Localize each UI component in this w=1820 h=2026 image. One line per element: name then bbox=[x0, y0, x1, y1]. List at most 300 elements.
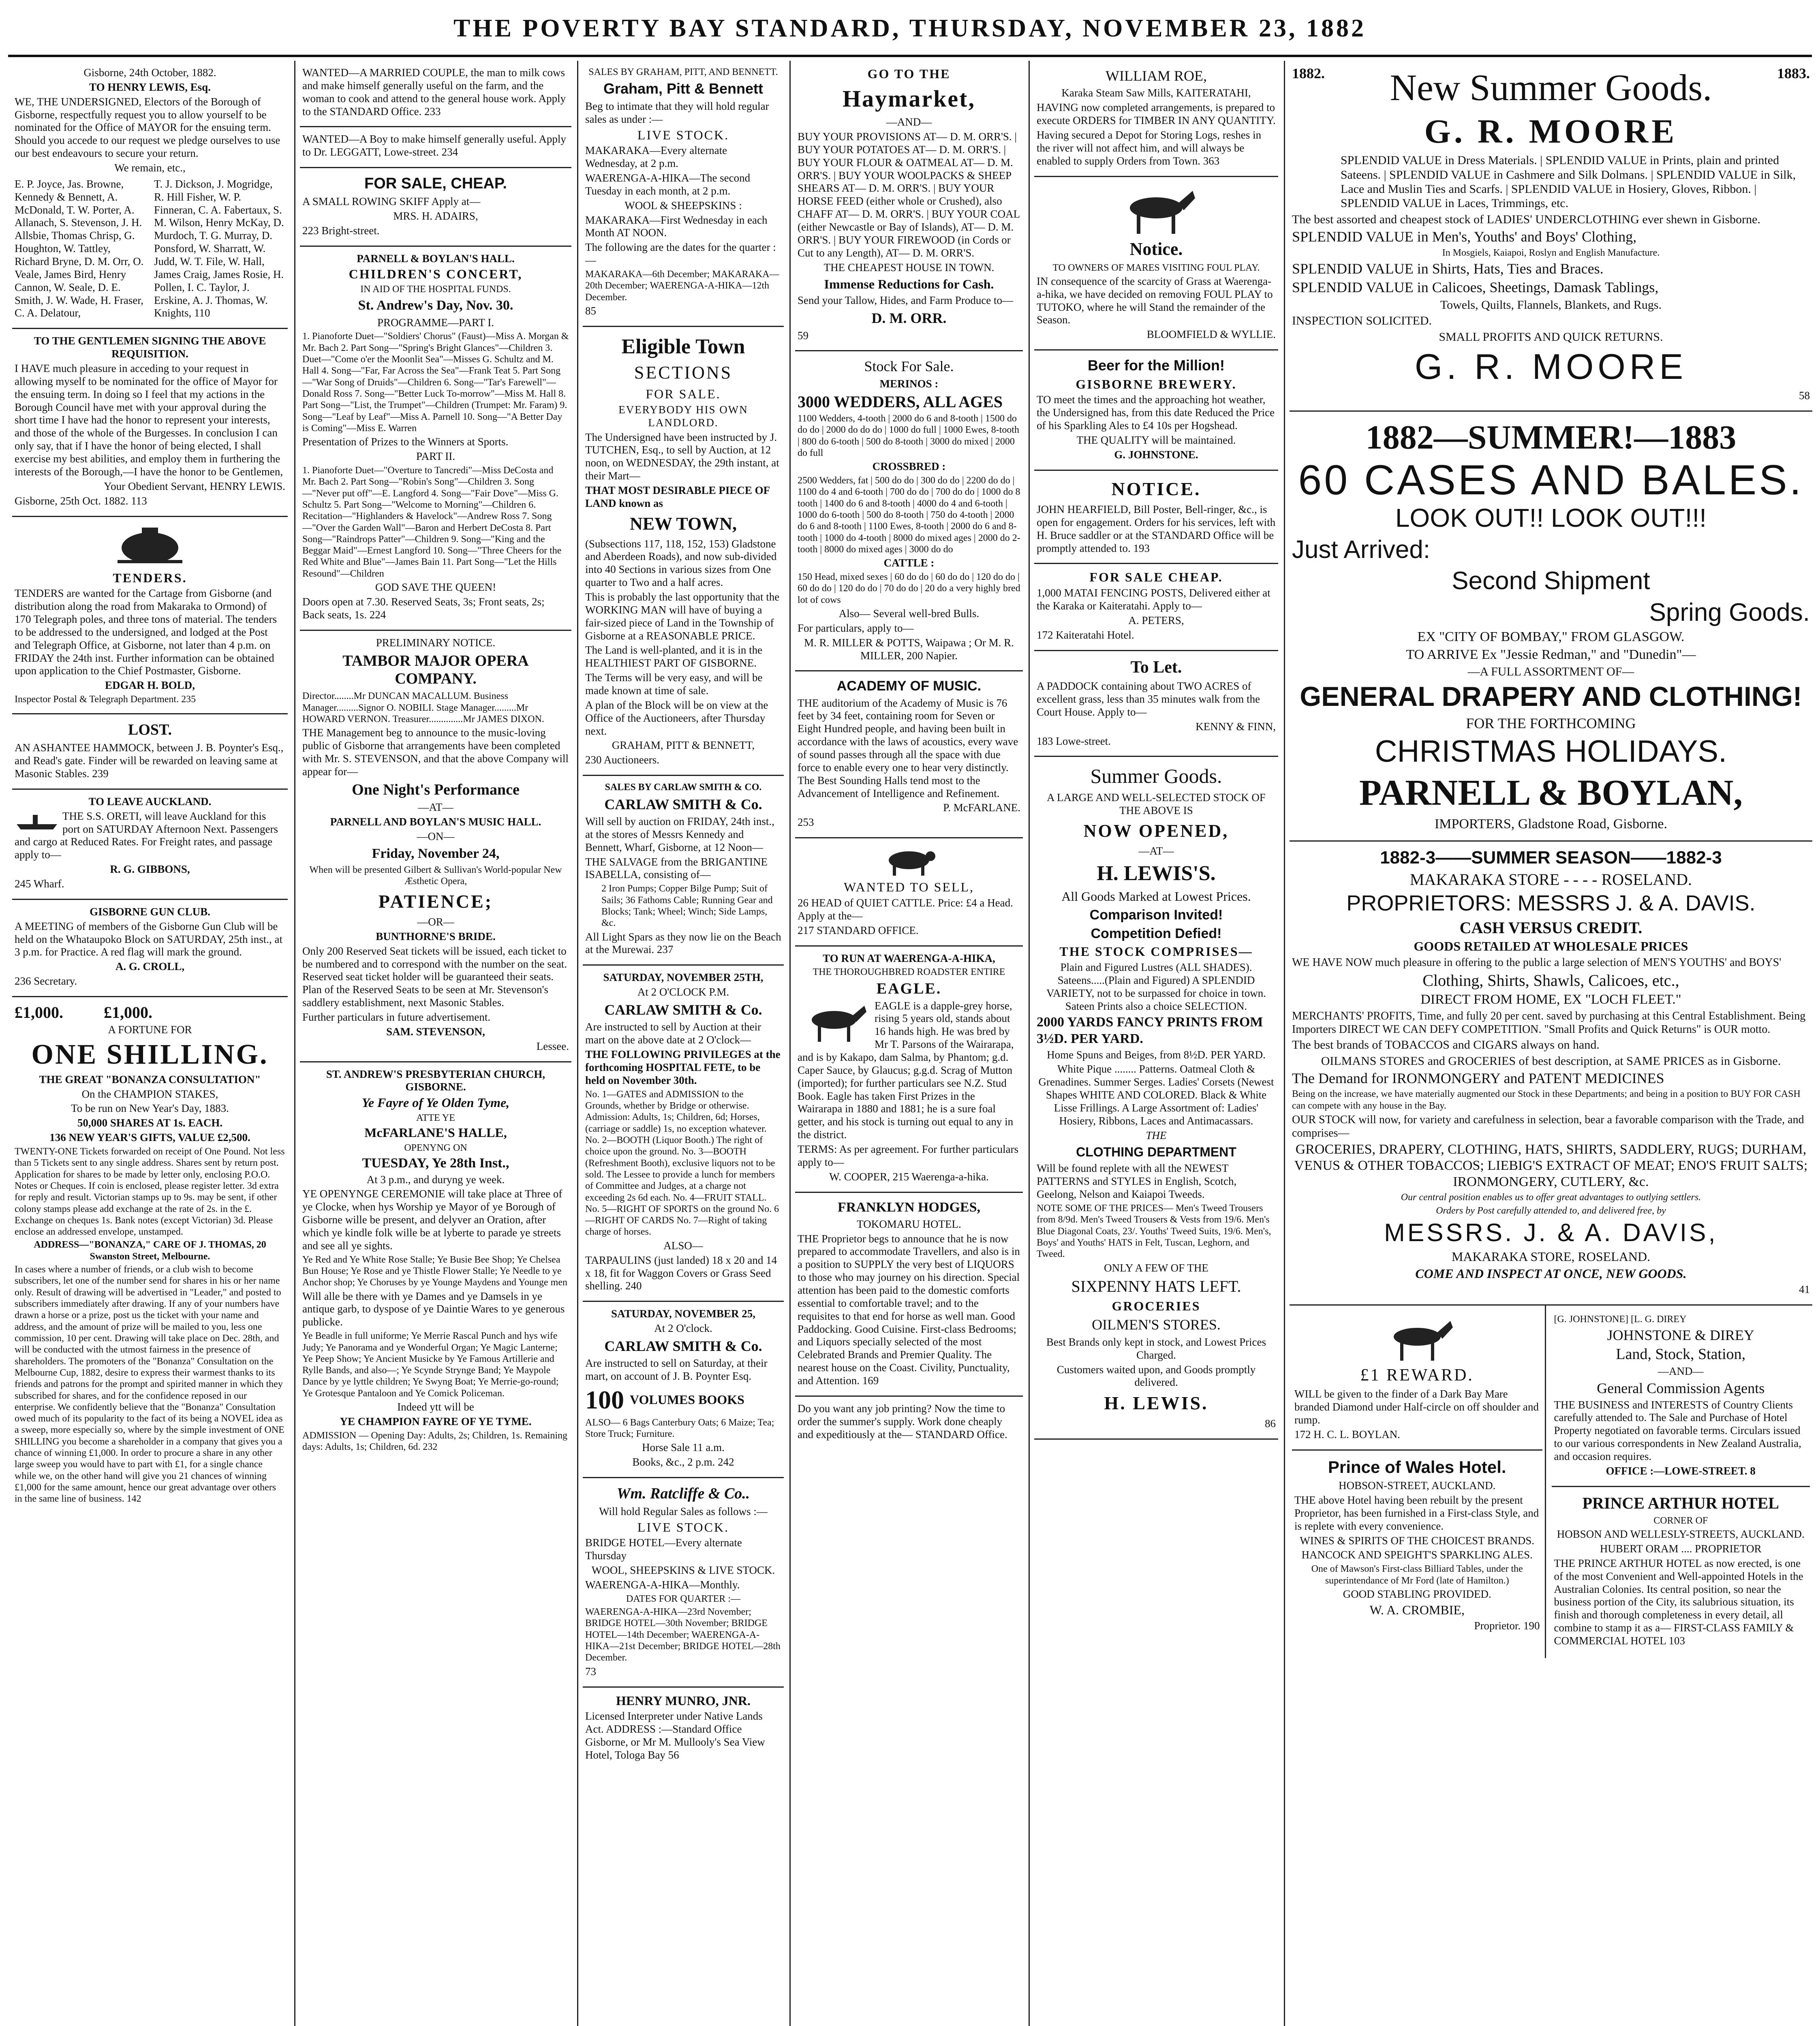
academy-heading: ACADEMY OF MUSIC. bbox=[836, 678, 982, 694]
sv-3: SPLENDID VALUE in Calicoes, Sheetings, Damask Tablings, bbox=[1292, 279, 1659, 296]
opera-date: Friday, November 24, bbox=[372, 846, 500, 861]
sg-heading: Summer Goods. bbox=[1090, 765, 1222, 788]
tenders-ad bbox=[12, 517, 288, 715]
ratcliffe-ad bbox=[583, 1478, 784, 1688]
column-divider bbox=[1284, 61, 1285, 2026]
royal-crest-icon bbox=[109, 524, 190, 568]
carlaw-smith-ad-3 bbox=[583, 1302, 784, 1478]
church-items: Ye Red and Ye White Rose Stalle; Ye Busie Bee Shop; Ye Chelsea Bun House; Ye Rose and ye Thistle Flower Stalle; Ye Needle to ye Anchor shop; Ye Choruses by ye Younge Maydens and Younge men bbox=[302, 1254, 567, 1288]
gun-number: 236 Secretary. bbox=[15, 975, 77, 987]
lost-heading: LOST. bbox=[128, 721, 172, 739]
hay-reductions: Immense Reductions for Cash. bbox=[824, 276, 994, 291]
nsg-heading: New Summer Goods. bbox=[1390, 67, 1712, 109]
church-date: TUESDAY, Ye 28th Inst., bbox=[362, 1156, 509, 1171]
beer-quality: THE QUALITY will be maintained. bbox=[1076, 434, 1236, 446]
notice-signature: BLOOMFIELD & WYLLIE. bbox=[1146, 328, 1276, 341]
groc-signature: H. LEWIS. bbox=[1104, 1393, 1208, 1414]
roe-ad bbox=[1034, 61, 1278, 177]
cloth-body: Will be found replete with all the NEWEST PATTERNS and STYLES in English, Scotch, Geelong, Nelson and Kaiapoi Tweeds. bbox=[1037, 1162, 1237, 1201]
academy-body: THE auditorium of the Academy of Music is 76 feet by 34 feet, containing room for Seven or Eight Hundred people, and having been built in accordance with the laws of acoustics, every wave of sound passes through all the space with due force to enable every one to hear very distinctly. The Best Sounding Halls tend most to the Advancement of Intelligence and Refinement. bbox=[798, 697, 1018, 799]
childrens-concert-ad bbox=[300, 247, 571, 631]
mayor-requisition-ad bbox=[12, 61, 288, 329]
tenders-body: TENDERS are wanted for the Cartage from Gisborne (and distribution along the road from Makaraka to Ormond) of 170 Telegraph poles, and three tons of material. The tenders to be addressed to the undersigned, and lodged at the Post and Telegraph Office, at Gisborne, not later than 4 p.m. on FRIDAY the 24th inst. Further information can be obtained upon application to the Chief Postmaster, Gisborne. bbox=[15, 587, 277, 677]
hay-name: Haymarket, bbox=[843, 85, 975, 112]
crossbred-heading: CROSSBRED : bbox=[872, 460, 946, 473]
gp-intro: Beg to intimate that they will hold regular sales as under :— bbox=[585, 100, 769, 125]
roe-body: HAVING now completed arrangements, is prepared to execute ORDERS for TIMBER IN ANY QUANTITY. bbox=[1037, 101, 1276, 127]
sv-3-sub: Towels, Quilts, Flannels, Blankets, and Rugs. bbox=[1440, 298, 1662, 312]
bombay: EX "CITY OF BOMBAY," FROM GLASGOW. bbox=[1417, 629, 1685, 644]
skiff-signature: MRS. H. ADAIRS, bbox=[393, 209, 478, 222]
hodges-sub: TOKOMARU HOTEL. bbox=[857, 1218, 961, 1230]
pw-wines: WINES & SPIRITS OF THE CHOICEST BRANDS. bbox=[1300, 1534, 1535, 1547]
fsc-number: 172 Kaiteratahi Hotel. bbox=[1037, 628, 1134, 641]
opera-seats: Only 200 Reserved Seat tickets will be issued, each ticket to be numbered and to correspond with the number on the seat. Reserved seat ticket holder will be guaranteed their seats. Plan of the Reserved Seats to be seen at Mr. Stevenson's saddlery establishment, next Masonic Stables. bbox=[302, 945, 567, 1009]
cloth-note: NOTE SOME OF THE PRICES— Men's Tweed Trousers from 8/9d. Men's Tweed Trousers & Vests from 19/6. Men's Blue Diagonal Coats, 23/. Youths' Tweed Suits, 19/6. Men's, Boys' and Youths' HATS in Felt, Tuscan, Leghorn, and Tweed. bbox=[1037, 1203, 1271, 1260]
drapery-heading: GENERAL DRAPERY AND CLOTHING! bbox=[1300, 681, 1802, 712]
groc-number: 86 bbox=[1265, 1417, 1276, 1430]
moore-ad bbox=[1290, 61, 1812, 412]
davis-name: MESSRS. J. & A. DAVIS, bbox=[1384, 1219, 1718, 1247]
auckland-number: 245 Wharf. bbox=[15, 878, 64, 890]
cs2-privileges: THE FOLLOWING PRIVILEGES at the forthcoming HOSPITAL FETE, to be held on November 30th. bbox=[585, 1048, 781, 1086]
haymarket-ad bbox=[795, 61, 1023, 351]
cs3-volumes-row bbox=[585, 1385, 781, 1415]
eagle-ad bbox=[795, 947, 1023, 1193]
season-heading: 1882-3——SUMMER SEASON——1882-3 bbox=[1380, 848, 1722, 868]
cases-heading: 60 CASES AND BALES. bbox=[1298, 456, 1804, 504]
opera-hall: PARNELL AND BOYLAN'S MUSIC HALL. bbox=[330, 816, 541, 828]
cloth-heading: CLOTHING DEPARTMENT bbox=[1076, 1144, 1236, 1159]
munro-heading: HENRY MUNRO, JNR. bbox=[616, 1693, 751, 1708]
splendid-list: SPLENDID VALUE in Dress Materials. | SPLENDID VALUE in Prints, plain and printed Sateens. | SPLENDID VALUE in Cashmere and Silk Dolmans. | SPLENDID VALUE in Silk, Lace and Muslin Ties and Scarfs. | SPLENDID VALUE in Hosiery, Gloves, Ribbon. | SPLENDID VALUE in Laces, Trimmings, etc. bbox=[1341, 154, 1796, 210]
merinos-heading: MERINOS : bbox=[879, 377, 939, 390]
roe-mill: Karaka Steam Saw Mills, KAITERATAHI, bbox=[1061, 87, 1251, 99]
sg-comparison: Comparison Invited! bbox=[1089, 907, 1223, 923]
second-shipment: Second Shipment bbox=[1452, 567, 1650, 595]
tenders-title: Inspector Postal & Telegraph Department. 235 bbox=[15, 694, 196, 705]
town-well: The Land is well-planted, and it is in the HEALTHIEST PART OF GISBORNE. bbox=[585, 644, 763, 669]
sv-2: SPLENDID VALUE in Shirts, Hats, Ties and Braces. bbox=[1292, 260, 1604, 277]
davis-number: 41 bbox=[1799, 1283, 1810, 1295]
tenders-signature: EDGAR H. BOLD, bbox=[105, 679, 195, 692]
year-right: 1883. bbox=[1777, 65, 1810, 81]
skiff-sale-ad bbox=[300, 168, 571, 246]
leave-auckland-ad bbox=[12, 790, 288, 900]
cattle-wanted-ad bbox=[795, 838, 1023, 946]
merinos-rows: 1100 Wedders, 4-tooth | 2000 do 6 and 8-tooth | 1500 do do do | 2000 do do do | 1000 do full | 1000 Ewes, 8-tooth | 800 do 6-tooth | 500 do 8-tooth | 3000 do mixed | 2000 do full bbox=[798, 413, 1020, 458]
pa-corner: CORNER OF bbox=[1653, 1515, 1708, 1526]
brewery-ad bbox=[1034, 350, 1278, 471]
gun-body: A MEETING of members of the Gisborne Gun Club will be held on the Whataupoko Block on SATURDAY, 25th inst., at 3 p.m. for Practice. A red flag will mark the ground. bbox=[15, 920, 282, 958]
moore-best: The best assorted and cheapest stock of LADIES' UNDERCLOTHING ever shewn in Gisborne. bbox=[1292, 212, 1760, 226]
sg-open: NOW OPENED, bbox=[1083, 821, 1229, 841]
notice-body: IN consequence of the scarcity of Grass at Waerenga-a-hika, we have decided on removing FOUL PLAY to TUTOKO, where he will Stand the remainder of the Season. bbox=[1037, 275, 1273, 326]
town-more: This is probably the last opportunity that the WORKING MAN will have of buying a fair-sized piece of Land in the Township of Gisborne at a REASONABLE PRICE. bbox=[585, 591, 780, 642]
fencing-posts-ad bbox=[1034, 564, 1278, 651]
sg-defied: Competition Defied! bbox=[1091, 926, 1222, 942]
town-every: EVERYBODY HIS OWN LANDLORD. bbox=[618, 403, 748, 429]
hay-cheap: THE CHEAPEST HOUSE IN TOWN. bbox=[823, 261, 994, 274]
let-heading: To Let. bbox=[1130, 658, 1182, 677]
sat-time: At 2 O'CLOCK P.M. bbox=[637, 986, 729, 998]
gp-wool-2: The following are the dates for the quarter :— bbox=[585, 241, 776, 267]
skiff-heading: FOR SALE, CHEAP. bbox=[364, 175, 507, 192]
requisition-body: WE, THE UNDERSIGNED, Electors of the Borough of Gisborne, respectfully request you to allow yourself to be nominated for the Office of MAYOR for the ensuing term. Should you accede to our request we pledge ourselves to use our best endeavours to secure your return. bbox=[15, 95, 280, 160]
town-body: The Undersigned have been instructed by J. TUTCHEN, Esq., to sell by Auction, at 12 noon, on WEDNESDAY, the 29th instant, at their Mart— bbox=[585, 431, 779, 482]
cs-firm: CARLAW SMITH & Co. bbox=[604, 796, 762, 812]
wanted-body: 26 HEAD of QUIET CATTLE. Price: £4 a Head. Apply at the— bbox=[798, 896, 1013, 922]
hay-and: —AND— bbox=[886, 116, 932, 128]
proprietors: PROPRIETORS: MESSRS J. & A. DAVIS. bbox=[1346, 891, 1756, 916]
cs3-body: Are instructed to sell on Saturday, at their mart, on account of J. B. Poynter Esq. bbox=[585, 1357, 768, 1383]
column-divider bbox=[577, 61, 578, 2026]
carlaw-smith-ad-1 bbox=[583, 776, 784, 966]
eagle-body: EAGLE is a dapple-grey horse, rising 5 years old, stands about 16 hands high. He was bred by Mr T. Parsons of the Wairarapa, and is by Kakapo, dam Salma, by Phantom; g.d. Caper Sauce, by Glaucus; g.g.d. Scrag of Mutton (imported); for further particulars see N.Z. Stud Book. Eagle has taken First Prizes in the Wairarapa in 1880 and 1881; he is a sure foal getter, and his stock is turning out equal to any in the district. bbox=[798, 999, 1014, 1141]
programme-part1: PROGRAMME—PART I. bbox=[377, 316, 494, 329]
church-champion: YE CHAMPION FAYRE OF YE TYME. bbox=[340, 1415, 532, 1428]
prince-arthur-ad bbox=[1552, 1487, 1810, 1656]
church-atte: ATTE YE bbox=[416, 1113, 455, 1124]
opera-title: PATIENCE; bbox=[378, 891, 493, 912]
column-divider bbox=[1029, 61, 1030, 2026]
tenders-heading: TENDERS. bbox=[113, 570, 187, 585]
auckland-body: THE S.S. ORETI, will leave Auckland for this port on SATURDAY Afternoon Next. Passengers and cargo at Reduced Rates. For Freight rates, and passage apply to— bbox=[15, 810, 278, 861]
printing-ad bbox=[795, 1397, 1023, 1449]
roe-heading: WILLIAM ROE, bbox=[1106, 68, 1207, 84]
column-4 bbox=[795, 61, 1023, 2026]
opera-further: Further particulars in future advertisement. bbox=[302, 1011, 491, 1023]
just-arrived: Just Arrived: bbox=[1292, 536, 1431, 564]
town-heading: Eligible Town bbox=[621, 335, 745, 358]
fortune-shares: 50,000 SHARES AT 1s. EACH. bbox=[77, 1117, 223, 1129]
davis-tobacco: The best brands of TOBACCOS and CIGARS always on hand. bbox=[1292, 1038, 1600, 1052]
column-divider bbox=[294, 61, 295, 2026]
signatories-right: T. J. Dickson, J. Mogridge, R. Hill Fisher, W. P. Finneran, C. A. Fabertaux, S. M. Wilson, Henry McKay, D. Murdoch, T. G. Murray, D. Ponsford, W. Sharratt, W. Judd, W. T. File, W. Hall, James Craig, James Rosie, H. Pollen, I. C. Taylor, J. Erskine, A. J. Thomas, W. Knights, 110 bbox=[154, 177, 284, 319]
cattle-heading: CATTLE : bbox=[883, 557, 935, 569]
hearfield-notice-ad bbox=[1034, 471, 1278, 564]
reward-heading: £1 REWARD. bbox=[1360, 1366, 1474, 1385]
pa-proprietor: HUBERT ORAM .... PROPRIETOR bbox=[1600, 1543, 1762, 1555]
gun-club-ad bbox=[12, 900, 288, 997]
signatories-left: E. P. Joyce, Jas. Browne, Kennedy & Bennett, A. McDonald, T. W. Porter, A. Allanach, S. Stevenson, J. H. Allsbie, Thomas Chrisp, G. Houghton, W. Tattley, Richard Bryne, D. M. Orr, O. Veale, James Bird, Henry Cannon, W. Seale, D. E. Smith, J. W. Wade, H. Fraser, C. A. Delatour, bbox=[15, 177, 144, 319]
auckland-signature: R. G. GIBBONS, bbox=[110, 863, 190, 876]
fortune-address: ADDRESS—"BONANZA," CARE OF J. THOMAS, 20 Swanston Street, Melbourne. bbox=[34, 1240, 266, 1262]
masthead-rule bbox=[8, 55, 1812, 57]
parnell-boylan-ad bbox=[1290, 412, 1812, 842]
opera-or: —OR— bbox=[417, 915, 454, 928]
moore-inspection: INSPECTION SOLICITED. bbox=[1292, 314, 1432, 328]
davis-demand-body: Being on the increase, we have materially augmented our Stock in these Departments; and being in a position to BUY FOR CASH can compete with any house in the Bay. bbox=[1292, 1089, 1801, 1111]
church-halle: McFARLANE'S HALLE, bbox=[364, 1125, 507, 1140]
cs-spars: All Light Spars as they now lie on the Beach at the Murewai. 237 bbox=[585, 930, 781, 956]
davis-store: MAKARAKA STORE, ROSELAND. bbox=[1451, 1249, 1651, 1264]
makaraka-store: MAKARAKA STORE - - - - ROSELAND. bbox=[1410, 870, 1692, 889]
davis-orders: Orders by Post carefully attended to, and delivered free, by bbox=[1436, 1205, 1666, 1216]
fortune-a: A FORTUNE FOR bbox=[108, 1024, 192, 1036]
gp-wool: WOOL & SHEEPSKINS : bbox=[624, 199, 742, 212]
groc-oilmen: OILMEN'S STORES. bbox=[1092, 1316, 1221, 1333]
church-admission: ADMISSION — Opening Day: Adults, 2s; Children, 1s. Remaining days: Adults, 1s; Children, 6d. 232 bbox=[302, 1430, 567, 1453]
sg-more: White Pique ........ Patterns. Oatmeal Cloth & Grenadines. Summer Serges. Ladies' Corsets (Newest Shapes WHITE AND COLORED. Black & White Lisse Frillings. A Large Assortment of: Ladies' Hosiery, Ribbons, Laces and Antimacassars. bbox=[1038, 1063, 1274, 1127]
wanted-signature: 217 STANDARD OFFICE. bbox=[798, 924, 919, 936]
printing-text: Do you want any job printing? Now the time to order the summer's supply. Work done cheaply and expeditiously at the— STANDARD Office. bbox=[798, 1402, 1007, 1440]
fortune-body: TWENTY-ONE Tickets forwarded on receipt of One Pound. Not less than 5 Tickets sent to any single address. Shares sent by return post. Application for shares to be made by letter only, enclosing P.O.O. Notes or Cheques. If coin is enclosed, please register letter. 3d extra for reply and result. Victorian stamps up to 9s. may be sent, if other colony stamps please add exchange at the rate of 2s. in the £. Exchange on cheques 1s. Bank notes (except Victorian) 3d. Please enclose an addressed envelope, unstamped. bbox=[15, 1146, 285, 1237]
davis-we: WE HAVE NOW much pleasure in offering to the public a large selection of MEN'S YOUTHS' and BOYS' bbox=[1292, 956, 1782, 969]
cs2-tarpaulins: TARPAULINS (just landed) 18 x 20 and 14 x 18, fit for Waggon Covers or Grass Seed shelling. 240 bbox=[585, 1254, 777, 1292]
davis-ad bbox=[1290, 842, 1812, 1306]
fortune-amount: £1,000. £1,000. bbox=[15, 1003, 152, 1022]
hall-heading: PARNELL & BOYLAN'S HALL. bbox=[357, 252, 515, 265]
sg-prints: 2000 YARDS FANCY PRINTS FROM 3½D. PER YARD. bbox=[1037, 1015, 1263, 1046]
skiff-number: 223 Bright-street. bbox=[302, 224, 380, 237]
cs3-volumes: VOLUMES BOOKS bbox=[630, 1392, 744, 1407]
beer-signature: G. JOHNSTONE. bbox=[1114, 448, 1198, 461]
opera-presented: When will be presented Gilbert & Sullivan's World-popular New Æsthetic Opera, bbox=[309, 865, 562, 887]
column-6 bbox=[1290, 61, 1812, 2026]
sg-lowest: All Goods Marked at Lowest Prices. bbox=[1061, 889, 1251, 904]
sg-at: —AT— bbox=[1138, 845, 1174, 857]
cs3-horse: Horse Sale 11 a.m. bbox=[642, 1441, 725, 1454]
sv-1-sub: In Mosgiels, Kaiapoi, Roslyn and English Manufacture. bbox=[1442, 247, 1660, 258]
church-heading: ST. ANDREW'S PRESBYTERIAN CHURCH, GISBORNE. bbox=[326, 1068, 545, 1093]
pa-heading: PRINCE ARTHUR HOTEL bbox=[1582, 1494, 1779, 1512]
reward-body: WILL be given to the finder of a Dark Bay Mare branded Diamond under Half-circle on off shoulder and rump. bbox=[1294, 1388, 1539, 1426]
beer-heading: Beer for the Million! bbox=[1087, 357, 1225, 374]
munro-ad bbox=[583, 1688, 784, 1770]
let-number: 183 Lowe-street. bbox=[1037, 735, 1111, 747]
rat-firm: Wm. Ratcliffe & Co.. bbox=[616, 1485, 750, 1502]
town-sub: (Subsections 117, 118, 152, 153) Gladstone and Aberdeen Roads), and now sub-divided into 40 Sections in various sizes from One quarter to Two and a half acres. bbox=[585, 537, 777, 589]
church-open: OPENYNG ON bbox=[404, 1143, 467, 1154]
cs2-firm: CARLAW SMITH & Co. bbox=[604, 1001, 762, 1018]
opera-signature: SAM. STEVENSON, bbox=[386, 1025, 485, 1038]
cs3-books: Books, &c., 2 p.m. 242 bbox=[632, 1456, 734, 1468]
pb-sub: IMPORTERS, Gladstone Road, Gisborne. bbox=[1434, 816, 1668, 831]
town-name: NEW TOWN, bbox=[629, 513, 737, 534]
cow-icon bbox=[879, 845, 939, 877]
forthcoming: FOR THE FORTHCOMING bbox=[1466, 715, 1636, 731]
programme-part1-items: 1. Pianoforte Duet—"Soldiers' Chorus" (Faust)—Miss A. Morgan & Mr. Bach 2. Part Song—"Spring's Bright Glances"—Children 3. Duet—"Come o'er the Moonlit Sea"—Misses G. Schultz and M. Hall 4. Song—"Far, Far Across the Sea"—Frank Teat 5. Part Song—"War Song of Druids"—Children 6. Song—"Tar's Farewell"—Donald Ross 7. Song—"Better Luck To-morrow"—Miss M. Hall 8. Part Song—"List, the Trumpet"—Children (Trumpet: Mr. Faram) 9. Song—"Leaf by Leaf"—Miss A. Parnell 10. Song—"A Better Day is Coming"—Miss E. Warren bbox=[302, 331, 569, 434]
cloth-the: THE bbox=[1146, 1129, 1167, 1141]
lost-ad bbox=[12, 714, 288, 789]
reward-signature: 172 H. C. L. BOYLAN. bbox=[1294, 1428, 1400, 1440]
pw-signature: W. A. CROMBIE, bbox=[1369, 1602, 1465, 1617]
beer-brewery: GISBORNE BREWERY. bbox=[1076, 376, 1237, 391]
gp-live-stock: LIVE STOCK. bbox=[637, 127, 729, 142]
cattle-signature: M. R. MILLER & POTTS, Waipawa ; Or M. R. MILLER, 200 Napier. bbox=[804, 636, 1014, 662]
town-terms: The Terms will be very easy, and will be made known at time of sale. bbox=[585, 671, 763, 697]
rat-dates-list: WAERENGA-A-HIKA—23rd November; BRIDGE HOTEL—30th November; BRIDGE HOTEL—14th December; WAERENGA-A-HIKA—21st December; BRIDGE HOTEL—28th December. bbox=[585, 1607, 781, 1663]
opera-at: —AT— bbox=[418, 801, 453, 814]
sg-large: A LARGE AND WELL-SELECTED STOCK OF THE ABOVE IS bbox=[1047, 791, 1266, 817]
cs-salvage: THE SALVAGE from the BRIGANTINE ISABELLA, consisting of— bbox=[585, 855, 768, 881]
doors-line: Doors open at 7.30. Reserved Seats, 3s; Front seats, 2s; Back seats, 1s. 224 bbox=[302, 595, 545, 621]
summer-heading: 1882—SUMMER!—1883 bbox=[1365, 418, 1737, 456]
opera-bride: BUNTHORNE'S BRIDE. bbox=[376, 930, 496, 942]
concert-heading: CHILDREN'S CONCERT, bbox=[349, 267, 523, 282]
gp-heading: SALES BY GRAHAM, PITT, AND BENNETT. bbox=[588, 67, 778, 77]
fsc-body: 1,000 MATAI FENCING POSTS, Delivered either at the Karaka or Kaiteratahi. Apply to— bbox=[1037, 587, 1270, 612]
notice-to: TO OWNERS OF MARES VISITING FOUL PLAY. bbox=[1052, 262, 1260, 273]
groc-body: Best Brands only kept in stock, and Lowest Prices Charged. bbox=[1046, 1336, 1266, 1361]
academy-ad bbox=[795, 671, 1023, 838]
jd-office: OFFICE :—LOWE-STREET. 8 bbox=[1606, 1464, 1756, 1477]
full-assortment: —A FULL ASSORTMENT OF— bbox=[1467, 665, 1634, 678]
reply-body: I HAVE much pleasure in acceding to your request in allowing myself to be nominated for the office of Mayor for the ensuing term. In doing so I feel that my actions in the Borough Council have met with your approval during the short time I have had the honor to represent your interests, and those of the whole of the Burgesses. In conclusion I can only say, that if I have the honor of being elected, I shall exercise my best abilities, and employ them in furthering the interests of the Borough,—I have the honor to be Gentlemen, bbox=[15, 362, 283, 478]
bottom-left bbox=[1290, 1306, 1546, 1658]
hodges-heading: FRANKLYN HODGES, bbox=[837, 1199, 981, 1215]
town-sale: FOR SALE. bbox=[646, 387, 721, 402]
church-indeed: Indeed ytt will be bbox=[397, 1401, 474, 1413]
to-arrive: TO ARRIVE Ex "Jessie Redman," and "Dunedin"— bbox=[1406, 647, 1696, 662]
pa-body: THE PRINCE ARTHUR HOTEL as now erected, is one of the most Convenient and Well-appointed Hotels in the Australian Colonies. Its central position, so near the business portion of the City, its salubrious situation, its finish and thorough completeness in every detail, all combine to stamp it as a— FIRST-CLASS FAMILY & COMMERCIAL HOTEL 103 bbox=[1554, 1557, 1803, 1647]
stock-heading: Stock For Sale. bbox=[864, 358, 954, 375]
eagle-terms: TERMS: As per agreement. For further particulars apply to— bbox=[798, 1143, 1019, 1168]
johnstone-direy-ad bbox=[1552, 1308, 1810, 1487]
sg-stock: THE STOCK COMPRISES— bbox=[1059, 944, 1253, 959]
jd-general: General Commission Agents bbox=[1597, 1380, 1765, 1397]
wanted-couple-ad bbox=[300, 61, 571, 127]
pw-billiard: One of Mawson's First-class Billiard Tables, under the superintendance of Mr Ford (late of Hamilton.) bbox=[1311, 1564, 1523, 1586]
moore-number: 58 bbox=[1799, 389, 1810, 402]
jd-and: —AND— bbox=[1658, 1365, 1704, 1378]
masthead: THE POVERTY BAY STANDARD, THURSDAY, NOVEMBER 23, 1882 bbox=[453, 15, 1366, 42]
church-items-2: Ye Beadle in full uniforme; Ye Merrie Rascal Punch and hys wife Judy; Ye Panorama and ye Wonderful Organ; Ye Magic Lanterne; Ye Peep Show; Ye Ancient Musicke by Ye Famous Artillerie and Rylle Bands, and also—; Ye Scynde Strynge Band; Ye Maypole Dance by ye lyttle children; Ye Swyng Boat; Ye Merrie-go-round; Ye Grotesque Pantaloon and Ye Comick Policeman. bbox=[302, 1331, 559, 1399]
groc-customers: Customers waited upon, and Goods promptly delivered. bbox=[1056, 1363, 1256, 1389]
davis-clothing: Clothing, Shirts, Shawls, Calicoes, etc., bbox=[1422, 971, 1679, 989]
column-2 bbox=[300, 61, 571, 2026]
town-number: 230 Auctioneers. bbox=[585, 754, 659, 766]
eagle-tb: THE THOROUGHBRED ROADSTER ENTIRE bbox=[813, 967, 1005, 978]
eagle-run: TO RUN AT WAERENGA-A-HIKA, bbox=[823, 952, 995, 964]
graham-pitt-ad bbox=[583, 61, 784, 327]
cs2-body: Are instructed to sell by Auction at their mart on the above date at 2 O'clock— bbox=[585, 1021, 761, 1046]
davis-demand: The Demand for IRONMONGERY and PATENT MEDICINES bbox=[1292, 1070, 1664, 1086]
programme-part2: PART II. bbox=[416, 450, 455, 463]
gp-firm: Graham, Pitt & Bennett bbox=[603, 80, 764, 97]
cs2-also: ALSO— bbox=[663, 1239, 703, 1252]
church-more: Will alle be there with ye Dames and ye Damsels in ye antique garb, to dyspose of ye Daintie Wares to ye generous publicke. bbox=[302, 1290, 565, 1328]
hodges-body: THE Proprietor begs to announce that he is now prepared to accommodate Travellers, and also is in a position to SUPPLY the very best of LIQUORS to those who may journey on his direction. Special attention has been paid to the domestic comforts essential to comfortable travel; and to the requisites to that end for horse as well man. Good Paddocking. Good Cuisine. First-class Bedrooms; and Liquors specially selected of the most Celebrated Brands and Premier Quality. The nearest house on the Coast. Civility, Punctuality, and Attention. 169 bbox=[798, 1232, 1020, 1387]
notice2-body: JOHN HEARFIELD, Bill Poster, Bell-ringer, &c., is open for engagement. Orders for his services, left with H. Bruce saddler or at the STANDARD Office will be promptly attended to. 193 bbox=[1037, 503, 1276, 554]
pw-sub: HOBSON-STREET, AUCKLAND. bbox=[1339, 1479, 1496, 1492]
column-divider bbox=[789, 61, 791, 2026]
rat-number: 73 bbox=[585, 1665, 596, 1678]
pb-heading: PARNELL & BOYLAN, bbox=[1359, 772, 1743, 813]
jd-sub: Land, Stock, Station, bbox=[1616, 1346, 1746, 1363]
lost-body: AN ASHANTEE HAMMOCK, between J. B. Poynter's Esq., and Read's gate. Finder will be rewarded on leaving same at Masonic Stables. 239 bbox=[15, 742, 284, 780]
signatories bbox=[15, 176, 285, 321]
eagle-name: EAGLE. bbox=[876, 980, 942, 997]
town-sections-ad bbox=[583, 327, 784, 776]
spring-goods: Spring Goods. bbox=[1649, 598, 1810, 626]
rat-dates: DATES FOR QUARTER :— bbox=[626, 1593, 740, 1604]
moore-name-2: G. R. MOORE bbox=[1414, 346, 1687, 387]
cs-heading: SALES BY CARLAW SMITH & CO. bbox=[605, 782, 762, 793]
gp-live-1: MAKARAKA—Every alternate Wednesday, at 2 p.m. bbox=[585, 144, 727, 170]
cs3-items: ALSO— 6 Bags Canterbury Oats; 6 Maize; Tea; Store Truck; Furniture. bbox=[585, 1417, 774, 1439]
hay-signature: D. M. ORR. bbox=[871, 310, 947, 327]
rat-live: LIVE STOCK. bbox=[637, 1520, 729, 1534]
jd-body: THE BUSINESS and INTERESTS of Country Clients carefully attended to. The Sale and Purchase of Hotel Property negotiated on favorable terms. Circulars issued to our various correspondents in New Zealand Australia, and occasion requires. bbox=[1554, 1398, 1801, 1462]
gp-wool-3: MAKARAKA—6th December; MAKARAKA—20th December; WAERENGA-A-HIKA—12th December. bbox=[585, 269, 779, 303]
bottom-right bbox=[1546, 1306, 1812, 1658]
davis-merchants: MERCHANTS' PROFITS, Time, and fully 20 per cent. saved by purchasing at this Central Establishment. Being Importers DIRECT WE CAN DEFY COMPETITION. "Small Profits and Quick Returns" is OUR motto. bbox=[1292, 1010, 1806, 1036]
gun-signature: A. G. CROLL, bbox=[115, 960, 185, 973]
hay-items: BUY YOUR PROVISIONS AT— D. M. ORR'S. | BUY YOUR POTATOES AT— D. M. ORR'S. | BUY YOUR FLOUR & OATMEAL AT— D. M. ORR'S. | BUY YOUR WOOLPACKS & SHEEP SHEARS AT— D. M. ORR'S. | BUY YOUR HORSE FEED (either whole or Crushed), also CHAFF AT— D. M. ORR'S. | BUY YOUR COAL (either Newcastle or Bay of Islands), AT— D. M. ORR'S. | BUY YOUR FIREWOOD (in Cords or Cut to any Length), AT— D. M. ORR'S. bbox=[798, 130, 1020, 259]
pw-proprietor: Proprietor. 190 bbox=[1474, 1619, 1540, 1632]
cattle-also: Also— Several well-bred Bulls. bbox=[838, 607, 980, 620]
fsc-heading: FOR SALE CHEAP. bbox=[1089, 570, 1223, 585]
foul-play-notice-ad bbox=[1034, 177, 1278, 351]
town-piece: THAT MOST DESIRABLE PIECE OF LAND known as bbox=[585, 484, 770, 509]
year-left: 1882. bbox=[1292, 65, 1325, 81]
requisition-addressee: TO HENRY LEWIS, Esq. bbox=[89, 81, 211, 93]
rat-body: Will hold Regular Sales as follows :— bbox=[599, 1505, 768, 1517]
programme-part2-items: 1. Pianoforte Duet—"Overture to Tancredi"—Miss DeCosta and Mr. Bach 2. Part Song—"Robin's Song"—Children 3. Song—"Never put off"—E. Langford 4. Song—"Fair Dove"—Miss G. Schultz 5. Part Song—"Welcome to Morning"—Children 6. Recitation—"Highlanders & Havelock"—Andrew Ross 7. Song—"Over the Garden Wall"—Baron and Herbert DeCosta 8. Part Song—"Raindrops Patter"—Children 9. Song—"King and the Beggar Maid"—Ernest Langford 10. Song—"Three Cheers for the Red White and Blue"—James Bain 11. Part Song—"Let the Hills Resound"—Children bbox=[302, 465, 562, 579]
wanted-boy-ad bbox=[300, 127, 571, 168]
reply-signature: Your Obedient Servant, HENRY LEWIS. bbox=[104, 480, 285, 492]
cattle-rows: 150 Head, mixed sexes | 60 do do | 60 do do | 120 do do | 60 do do | 120 do do | 70 do do | 20 do a very highly bred lot of cows bbox=[798, 572, 1020, 605]
prizes-line: Presentation of Prizes to the Winners at Sports. bbox=[302, 436, 509, 448]
concert-aid: IN AID OF THE HOSPITAL FUNDS. bbox=[360, 284, 511, 295]
horse-icon bbox=[1377, 1314, 1458, 1363]
eagle-signature: W. COOPER, 215 Waerenga-a-hika. bbox=[829, 1170, 989, 1183]
reward-ad bbox=[1292, 1308, 1542, 1451]
requisition-remain: We remain, etc., bbox=[114, 162, 186, 174]
town-plan: A plan of the Block will be on view at the Office of the Auctioneers, after Thursday next. bbox=[585, 699, 768, 737]
cs3-firm: CARLAW SMITH & Co. bbox=[604, 1338, 762, 1354]
sg-homespuns: Home Spuns and Beiges, from 8½D. PER YARD. bbox=[1047, 1048, 1266, 1061]
hay-goto: GO TO THE bbox=[867, 66, 951, 81]
academy-number: 253 bbox=[798, 816, 814, 829]
to-let-ad bbox=[1034, 651, 1278, 757]
church-fayre-ad bbox=[300, 1062, 571, 1461]
auckland-heading: TO LEAVE AUCKLAND. bbox=[88, 795, 212, 808]
fortune-more: In cases where a number of friends, or a club wish to become subscribers, let one of the number send for shares in his or her name only. Result of drawing will be advertised in "Leader," and posted to subscribers immediately after drawing. If any of your numbers have drawn a horse or a prize, post us the ticket with your name and address, and the amount of prize will be mailed to you, less one commission, 10 per cent. Drawing will take place on Dec. 28th, and will be conducted with the utmost fairness in the presence of shareholders. The promoters of the "Bonanza" Consultation on the Melbourne Cup, 1882, desire to express their warmest thanks to its friends and patrons for the prompt and spirited manner in which they subscribed for shares, and for the confidence reposed in our enterprise. We confidently believe that the "Bonanza" Consultation owed much of its popularity to the fact of its being a NOVEL idea as a sweep, more especially so, where by the simple investment of ONE SHILLING you become a shareholder in a company that gives you a chance of winning £1,000. In order to procure a share in any other large sweep you would have to part with £1, for a single chance while we, on the other hand will give you 21 chances of winning £1,000 for the same amount, hence our great advantage over others in the same line of business. 142 bbox=[15, 1264, 284, 1505]
fortune-stakes: On the CHAMPION STAKES, bbox=[81, 1088, 218, 1100]
cloth-hats: SIXPENNY HATS LEFT. bbox=[1071, 1277, 1241, 1296]
cash-heading: CASH VERSUS CREDIT. bbox=[1459, 918, 1642, 937]
opera-staff: Director........Mr DUNCAN MACALLUM. Business Manager.........Signor O. NOBILI. Stage Manager.........Mr HOWARD VERNON. Treasurer..............Mr JAMES DIXON. bbox=[302, 691, 544, 724]
pw-ales: HANCOCK AND SPEIGHT'S SPARKLING ALES. bbox=[1301, 1549, 1533, 1561]
opera-body: THE Management beg to announce to the music-loving public of Gisborne that arrangements have been completed with Mr. S. STEVENSON, and that the above Company will appear for— bbox=[302, 727, 569, 778]
wanted-boy-text: WANTED—A Boy to make himself generally useful. Apply to Dr. LEGGATT, Lowe-street. 234 bbox=[302, 133, 566, 158]
rat-live-1: BRIDGE HOTEL—Every alternate Thursday bbox=[585, 1537, 742, 1562]
moore-small: SMALL PROFITS AND QUICK RETURNS. bbox=[1439, 330, 1663, 344]
goods-retailed: GOODS RETAILED AT WHOLESALE PRICES bbox=[1414, 939, 1688, 954]
beer-body: TO meet the times and the approaching hot weather, the Undersigned has, from this date Reduced the Price of his Sparkling Ales to £4 10s per Hogshead. bbox=[1037, 393, 1275, 432]
look-out: LOOK OUT!! LOOK OUT!!! bbox=[1395, 503, 1707, 532]
jd-heading: JOHNSTONE & DIREY bbox=[1607, 1327, 1754, 1343]
fortune-headline: ONE SHILLING. bbox=[31, 1039, 269, 1071]
column-5 bbox=[1034, 61, 1278, 2026]
reply-date: Gisborne, 25th Oct. 1882. 113 bbox=[15, 494, 147, 507]
academy-signature: P. McFARLANE. bbox=[943, 801, 1020, 814]
davis-central: Our central position enables us to offer great advantages to outlying settlers. bbox=[1401, 1192, 1701, 1203]
fortune-ad bbox=[12, 997, 288, 1513]
sat2-heading: SATURDAY, NOVEMBER 25, bbox=[611, 1308, 756, 1320]
cs-items: 2 Iron Pumps; Copper Bilge Pump; Suit of Sails; 36 Fathoms Cable; Running Gear and Blocks; Tank; Wheel; Winch; Side Lamps, &c. bbox=[601, 883, 773, 929]
skiff-body: A SMALL ROWING SKIFF Apply at— bbox=[302, 195, 481, 207]
cs-body: Will sell by auction on FRIDAY, 24th inst., at the stores of Messrs Kennedy and Bennett, Wharf, Gisborne, at 12 Noon— bbox=[585, 815, 774, 853]
sv-1: SPLENDID VALUE in Men's, Youths' and Boys' Clothing, bbox=[1292, 229, 1637, 245]
groc-heading: GROCERIES bbox=[1112, 1298, 1201, 1313]
requisition-date: Gisborne, 24th October, 1882. bbox=[83, 66, 216, 79]
gentlemen-reply-ad bbox=[12, 329, 288, 517]
jd-tags: [G. JOHNSTONE] [L. G. DIREY bbox=[1554, 1314, 1687, 1325]
